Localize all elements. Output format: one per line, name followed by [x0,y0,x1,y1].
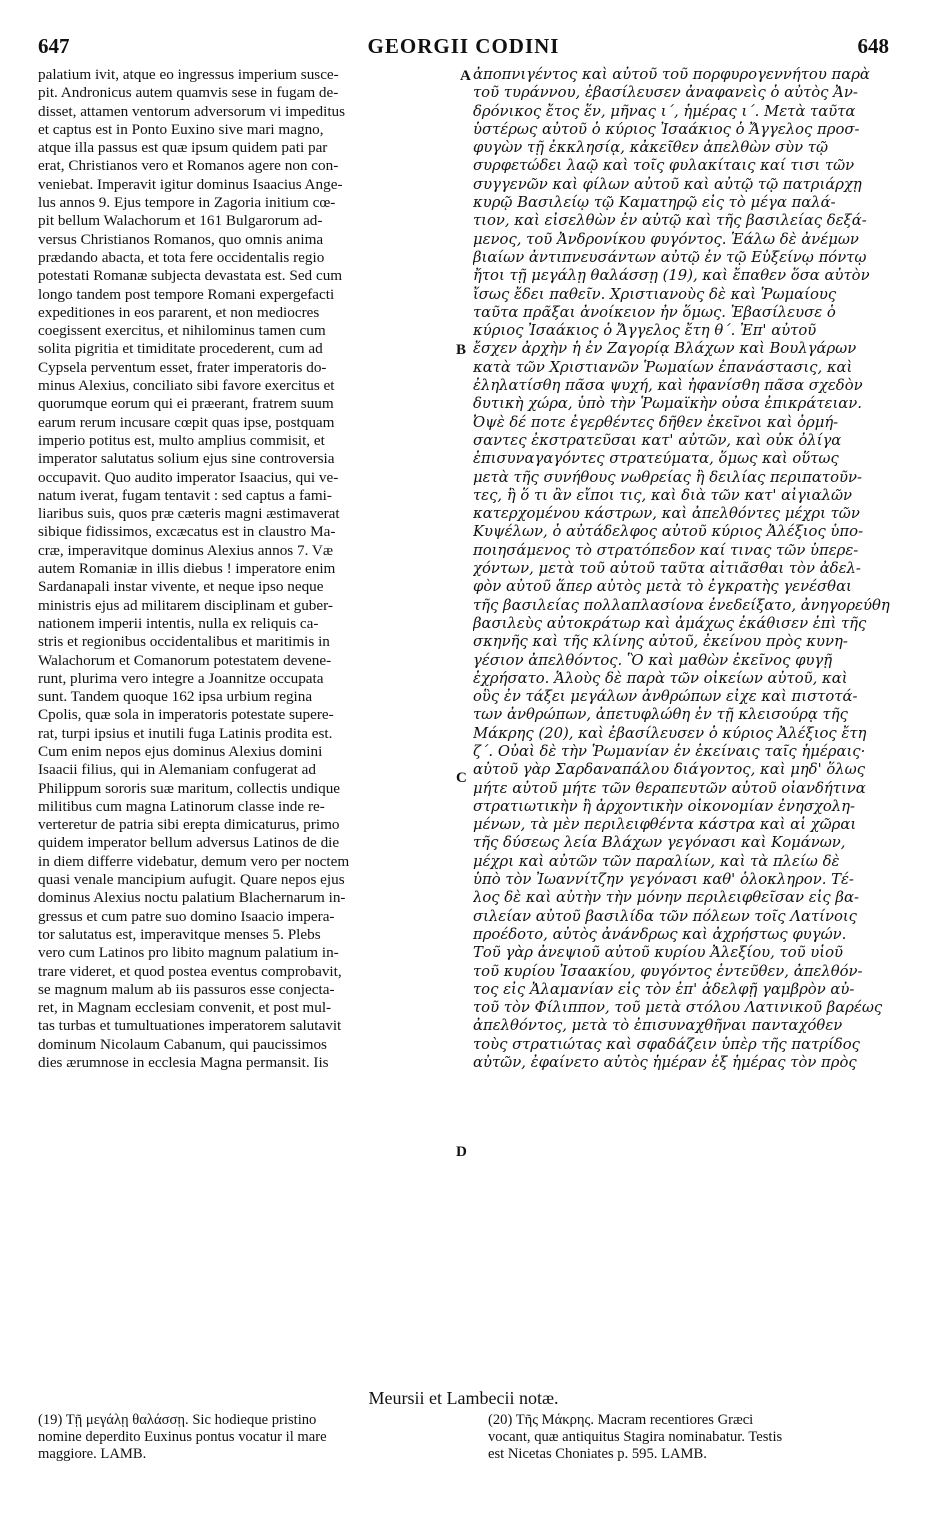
greek-text-line: φυγὼν τῇ ἐκκλησίᾳ, κἀκεῖθεν ἀπελθὼν σὺν τῷ [473,139,829,157]
latin-text-line: et captus est in Ponto Euxino sive mari magno, [38,120,324,138]
greek-text-line: μέχρι καὶ αὐτῶν τῶν παραλίων, καὶ τὰ πλείω δὲ [473,852,840,870]
greek-text-line: κατὰ τῶν Χριστιανῶν Ῥωμαίων ἐπανάστασις, καὶ [473,358,853,376]
greek-text-line: ἔσχεν ἀρχὴν ἡ ἐν Ζαγορίᾳ Βλάχων καὶ Βουλγάρων [473,340,857,358]
footnote-line: (19) Τῇ μεγάλῃ θαλάσσῃ. Sic hodieque pristino [38,1412,317,1428]
latin-text-line: cræ, imperavitque dominus Alexius annos 7. Væ [38,541,334,559]
greek-text-line: ἀπελθόντος, μετὰ τὸ ἐπισυναχθῆναι πανταχόθεν [473,1017,843,1035]
latin-text-line: dominum Nicolaum Cabanum, qui paucissimos [38,1035,327,1053]
greek-text-line: τῆς δύσεως λεία Βλάχων γεγόνασι καὶ Κομάνων, [473,834,846,852]
greek-text-line: κυρῷ Βασιλείῳ τῷ Καματηρῷ εἰς τὸ μέγα παλά- [473,194,836,212]
section-marker-a: A [460,68,471,84]
latin-text-line: nationem imperii intentis, nulla ex reliquis ca- [38,614,319,632]
greek-text-line: γέσιον ἀπελθόντος. Ὃ καὶ μαθὼν ἐκεῖνος φυγῇ [473,651,833,669]
latin-text-line: verteretur de patria sibi erepta dimicaturus, primo [38,816,340,834]
latin-text-line: coegissent exercitus, et nihilominus tamen cum [38,322,326,340]
latin-text-line: veniebat. Imperavit igitur dominus Isaacius Ange- [38,175,343,193]
latin-text-line: stris et regionibus occidentalibus et maritimis in [38,633,330,651]
latin-text-line: minus Alexius, conciliato sibi favore exercitus et [38,377,335,395]
latin-text-line: autem Romaniæ in illis diebus ! imperatore enim [38,560,336,578]
latin-text-line: Sardanapali instar vivente, et neque ipso neque [38,578,324,596]
latin-text-line: militibus cum magna Latinorum classe inde re- [38,797,325,815]
latin-text-line: prædando abacta, et tota fere occidentalis regio [38,248,325,266]
footnote-20 [488,1412,898,1463]
running-title: GEORGII CODINI [367,34,560,58]
greek-text-line: δρόνικος ἔτος ἕν, μῆνας ι΄, ἡμέρας ι΄. Μετὰ ταῦτα [473,102,856,120]
greek-text-line: σκηνῆς καὶ τῆς κλίνης αὐτοῦ, ἐκείνου πρὸς κυνη- [473,633,848,651]
footnote-line: maggiore. LAMB. [38,1446,147,1462]
latin-text-line: palatium ivit, atque eo ingressus imperium susce- [38,66,339,83]
latin-text-line: imperio potitus est, multo amplius commisit, et [38,431,325,449]
greek-text-line: τοὺς στρατιώτας καὶ σφαδάζειν ὑπὲρ τῆς πατρίδος [473,1035,860,1053]
greek-text-line: ποιησάμενος τὸ στρατόπεδον καί τινας τῶν ὑπερε- [473,541,859,559]
greek-text-line: ἴσως ἔδει παθεῖν. Χριστιανοὺς δὲ καὶ Ῥωμαίους [473,285,837,303]
greek-text-line: μενος, τοῦ Ἀνδρονίκου φυγόντος. Ἑάλω δὲ ἀνέμων [473,230,859,248]
footnote-line: nomine deperdito Euxinus pontus vocatur il mare [38,1429,327,1445]
section-marker-b: B [456,342,467,358]
greek-text-line: μένων, τὰ μὲν περιλειφθέντα κάστρα καὶ αἱ χῶραι [473,816,857,834]
footnote-line: (20) Τῆς Μάκρης. Macram recentiores Græci [488,1412,754,1428]
latin-text-line: liaribus suis, quos præ cæteris magni æstimaverat [38,505,340,523]
section-marker-d: D [456,1144,467,1160]
latin-text-line: atque illa passus est quæ ipsum quidem pati par [38,139,328,157]
latin-text-line: runt, plurima vero integre a Joannitze occupata [38,669,324,687]
greek-text-line: σιλείαν αὐτοῦ βασιλίδα τῶν πόλεων τοῖς Λατίνοις [473,907,857,925]
greek-text-line: ὑπὸ τὸν Ἰωαννίτζην γεγόνασι καθ' ὁλοκληρον. Τέ- [473,871,854,889]
section-marker-c: C [456,770,467,786]
latin-text-line: occupavit. Quo audito imperator Isaacius, qui ve- [38,468,339,486]
latin-text-line: gressus et cum patre suo domino Isaacio impera- [38,907,335,925]
greek-text-line: ἐληλατίσθη πᾶσα ψυχή, καὶ ἠφανίσθη πᾶσα σχεδὸν [473,377,863,395]
latin-text-line: Cum enim nepos ejus dominus Alexius domini [38,742,323,760]
latin-text-line: Walachorum et Comanorum potestatem devene- [38,651,332,669]
latin-text-line: in diem differre videbatur, demum vero per noctem [38,852,350,870]
greek-text-line: ἤτοι τῇ μεγάλῃ θαλάσσῃ (19), καὶ ἔπαθεν ὅσα αὐτὸν [473,267,870,285]
latin-text-line: expeditiones in eos pararent, et non mediocres [38,303,320,321]
greek-text-line: Κυψέλων, ὁ αὐτάδελφος αὐτοῦ κύριος Ἀλέξιος ὑπο- [473,523,864,541]
latin-text-line: dominus Alexius noctu palatium Blachernarum in- [38,889,346,907]
latin-column [38,66,458,1072]
greek-text-line: Ὀψὲ δέ ποτε ἐγερθέντες δῆθεν ἐκεῖνοι καὶ ὁρμή- [473,413,839,431]
page-header [38,34,889,58]
latin-text-line: Isaacii filius, qui in Alemaniam confugerat ad [38,761,316,779]
greek-text-line: τες, ἢ ὅ τι ἂν εἴποι τις, καὶ διὰ τῶν κατ' αἰγιαλῶν [473,486,853,504]
greek-text-line: Τοῦ γὰρ ἀνεψιοῦ αὐτοῦ κυρίου Ἀλεξίου, τοῦ υἱοῦ [473,944,844,962]
latin-text-line: quasi venale mancipium aufugit. Quare nepos ejus [38,871,345,889]
greek-text-line: στρατιωτικὴν ἢ ἀρχοντικὴν οἰκονομίαν ἐνησχολη- [473,797,856,815]
greek-text-line: σαντες ἐκστρατεῦσαι κατ' αὐτῶν, καὶ οὐκ ὀλίγα [473,431,842,449]
latin-text-line: quorumque eorum qui ei præerant, fratrem suum [38,395,334,413]
greek-text-line: συρφετώδει λαῷ καὶ τοῖς φυλακίταις καί τισι τῶν [473,157,855,175]
greek-text-line: Μάκρης (20), καὶ ἐβασίλευσεν ὁ κύριος Ἀλέξιος ἔτη [473,724,867,742]
greek-text-line: κατερχομένου κάστρων, καὶ ἀπελθόντες μέχρι τῶν [473,505,860,523]
latin-text-line: lus annos 9. Ejus tempore in Zagoria initium cœ- [38,194,336,212]
latin-text-line: Philippum sororis suæ maritum, collectis undique [38,779,341,797]
latin-text-line: vero cum Latinos pro libito magnum palatium in- [38,944,339,962]
latin-text-line: versus Christianos Romanos, quo omnis anima [38,230,324,248]
notes-heading: Meursii et Lambecii notæ. [368,1388,559,1408]
latin-text-line: potestati Romanæ subjecta devastata est. Sed cum [38,267,343,285]
greek-text-line: τοῦ τυράννου, ἐβασίλευσεν ἀναφανεὶς ὁ αὐτὸς Ἀν- [473,84,858,102]
latin-text-line: sibique fidissimos, excæcatus est in claustro Ma- [38,523,336,541]
latin-text-line: tas turbas et tumultuationes imperatorem salutavit [38,1017,342,1035]
latin-text-line: erat, Christianos vero et Romanos agere non con- [38,157,339,175]
latin-text-line: se magnum malum ab iis passuros esse conjecta- [38,980,335,998]
greek-text-line: συγγενῶν καὶ φίλων αὐτοῦ καὶ αὐτῷ τῷ πατριάρχῃ [473,175,862,193]
greek-text-line: των ἀνθρώπων, ἀπετυφλώθη ἐν τῇ κλεισούρᾳ τῆς [473,706,848,724]
greek-text-line: αὐτοῦ γὰρ Σαρδαναπάλου διάγοντος, καὶ μηδ' ὅλως [473,761,866,779]
greek-text-line: ἀποπνιγέντος καὶ αὐτοῦ τοῦ πορφυρογεννήτου παρὰ [473,66,870,83]
latin-text-line: pit bellum Walachorum et 161 Bulgarorum ad- [38,212,323,230]
latin-text-line: dies ærumnose in ecclesia Magna permansit. Iis [38,1054,329,1072]
greek-text-line: χόντων, μετὰ τοῦ αὐτοῦ ταῦτα αἰτιᾶσθαι τὸν ἀδελ- [473,560,861,578]
greek-text-line: βιαίων ἀντιπνευσάντων αὐτῷ ἐν τῷ Εὐξείνῳ πόντῳ [473,248,867,266]
latin-text-line: Cpolis, quæ sola in imperatoris potestate supere- [38,706,334,724]
greek-text-line: ἐχρήσατο. Ἁλοὺς δὲ παρὰ τῶν οἰκείων αὐτοῦ, καὶ [473,669,848,687]
latin-text-line: pit. Andronicus autem quamvis sese in fugam de- [38,84,339,102]
greek-text-line: ταῦτα πρᾶξαι ἀνοίκειον ἦν ὅμως. Ἐβασίλευσε ὁ [473,303,836,321]
greek-text-line: μετὰ τῆς συνήθους νωθρείας ἢ δειλίας περιπατοῦν- [473,468,862,486]
greek-text-line: προέδοτο, αὐτὸς ἀνάνδρως καὶ ἀχρήστως φυγών. [473,925,847,943]
greek-text-line: ὑστέρως αὐτοῦ ὁ κύριος Ἰσαάκιος ὁ Ἄγγελος προσ- [473,120,860,138]
greek-text-line: τιον, καὶ εἰσελθὼν ἐν αὐτῷ καὶ τῆς βασιλείας δεξά- [473,212,867,230]
latin-text-line: disset, attamen ventorum adversorum vi impeditus [38,102,346,120]
greek-text-line: τοῦ τὸν Φίλιππον, τοῦ μετὰ στόλου Λατινικοῦ βαρέως [473,999,883,1017]
latin-text-line: imperator salutatus solium ejus sine controversia [38,450,335,468]
greek-text-line: ἐπισυναγαγόντες στρατεύματα, ὅμως καὶ οὕτως [473,450,839,468]
greek-text-line: τοῦ κυρίου Ἰσαακίου, φυγόντος ἐντεῦθεν, ἀπελθόν- [473,962,863,980]
greek-text-line: μήτε αὐτοῦ μήτε τῶν θεραπευτῶν αὐτοῦ οἰανδήτινα [473,779,866,797]
greek-text-line: κύριος Ἰσαάκιος ὁ Ἄγγελος ἔτη θ΄. Ἐπ' αὐτοῦ [473,322,817,340]
latin-text-line: tor salutatus est, imperavitque menses 5. Plebs [38,925,321,943]
page-number-left: 647 [38,34,70,58]
greek-text-line: δυτικὴ χώρα, ὑπὸ τὴν Ῥωμαϊκὴν οὖσα ἐπικράτειαν. [473,395,862,413]
latin-text-line: ret, in Magnam ecclesiam convenit, et post mul- [38,999,332,1017]
latin-text-line: natum iverat, fugam tentavit : sed captus a fami- [38,486,332,504]
footnote-line: est Nicetas Choniates p. 595. LAMB. [488,1446,707,1462]
footnote-line: vocant, quæ antiquitus Stagira nominabatur. Testis [488,1429,783,1445]
latin-text-line: longo tandem post tempore Romani expergefacti [38,285,335,303]
latin-text-line: ministris ejus ad militarem disciplinam et guber- [38,596,333,614]
greek-text-line: ζ΄. Οὐαὶ δὲ τὴν Ῥωμανίαν ἐν ἐκείναις ταῖς ἡμέραις· [473,742,866,760]
greek-text-line: τος εἰς Ἀλαμανίαν εἰς τὸν ἐπ' ἀδελφῇ γαμβρὸν αὐ- [473,980,855,998]
greek-text-line: λος δὲ καὶ αὐτὴν τὴν μόνην περιλειφθεῖσαν εἰς βα- [473,889,859,907]
footnote-19 [38,1412,453,1463]
greek-text-line: αὐτῶν, ἐφαίνετο αὐτὸς ἡμέραν ἐξ ἡμέρας τὸν πρὸς [473,1054,857,1072]
latin-text-line: rat, turpi ipsius et inutili fuga Latinis prodita est. [38,724,333,742]
greek-text-line: οὓς ἐν τάξει μεγάλων ἀνθρώπων εἶχε καὶ πιστοτά- [473,688,858,706]
latin-text-line: sunt. Tandem quoque 162 ipsa urbium regina [38,688,313,706]
page-number-right: 648 [857,34,889,58]
latin-text-line: trare videret, et quod postea eventus comprobavit, [38,962,342,980]
latin-text-line: quidem imperator bellum adversus Latinos de die [38,834,340,852]
greek-text-line: φὸν αὐτοῦ ἅπερ αὐτὸς μετὰ τὸ ἐγκρατὴς γενέσθαι [473,578,852,596]
latin-text-line: Cypsela perventum esset, frater imperatoris do- [38,358,327,376]
latin-text-line: earum rerum incusare cœpit quas ipse, postquam [38,413,335,431]
greek-text-line: τῆς βασιλείας πολλαπλασίονα ἐνεδείξατο, ἀνηγορεύθη [473,596,890,614]
greek-column [473,66,893,1072]
greek-text-line: βασιλεὺς αὐτοκράτωρ καὶ ἀμάχως ἐκάθισεν ἐπὶ τῆς [473,614,867,632]
latin-text-line: solita pigritia et timiditate procederent, cum ad [38,340,323,358]
